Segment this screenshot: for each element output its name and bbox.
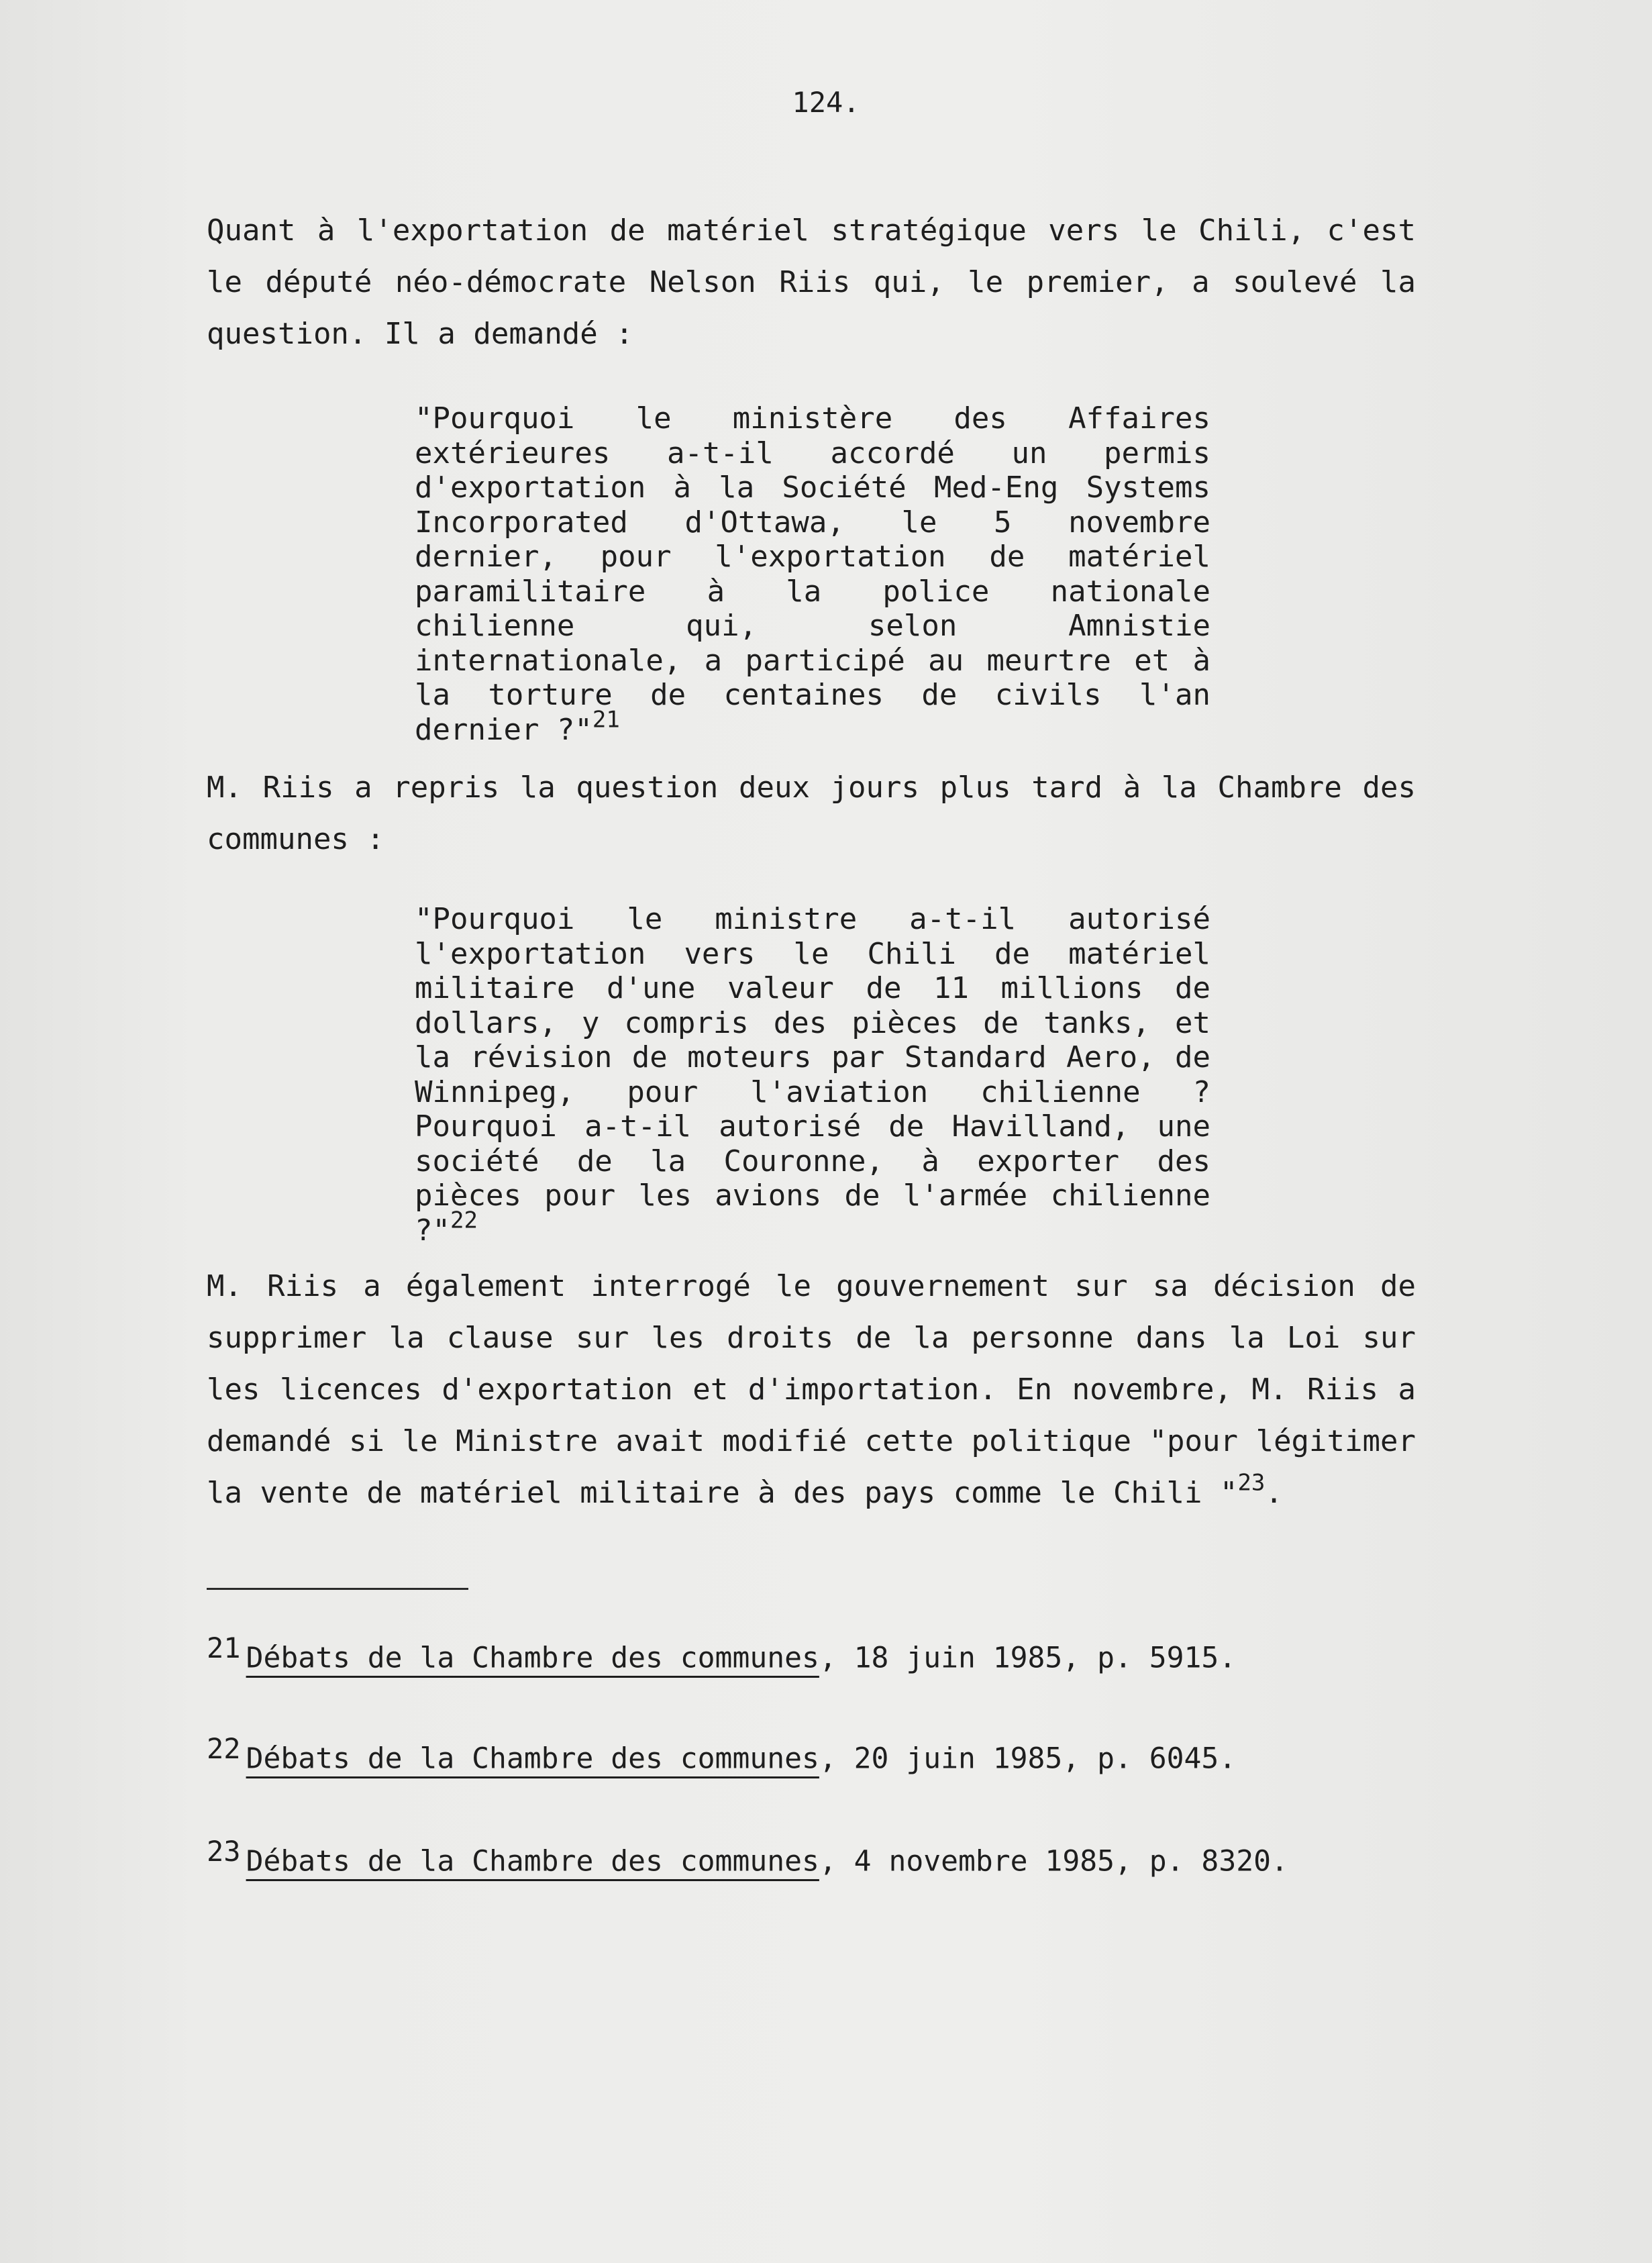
footnote-source: Débats de la Chambre des communes	[246, 1641, 819, 1675]
paragraph-1: Quant à l'exportation de matériel stratégique vers le Chili, c'est le député néo-démocrate Nelson Riis qui, le premier, a soulevé la question. Il a demandé :	[207, 213, 1416, 351]
paragraph-3-end: .	[1265, 1476, 1283, 1510]
footnote-ref-21: 21	[592, 705, 620, 733]
footnote-number: 22	[207, 1732, 241, 1765]
footnote-number: 23	[207, 1835, 241, 1868]
footnote-source: Débats de la Chambre des communes	[246, 1844, 819, 1878]
block-quote-2	[415, 902, 1210, 1248]
paragraph-3	[207, 1260, 1416, 1519]
paragraph-2: M. Riis a repris la question deux jours plus tard à la Chambre des communes :	[207, 770, 1416, 856]
footnote-ref-23: 23	[1237, 1469, 1266, 1497]
footnote-number: 21	[207, 1631, 241, 1664]
footnote-detail: , 4 novembre 1985, p. 8320.	[819, 1844, 1288, 1878]
footnote-ref-22: 22	[450, 1206, 478, 1234]
block-quote-1	[415, 401, 1210, 747]
footnote-separator	[207, 1588, 468, 1590]
footnote-source: Débats de la Chambre des communes	[246, 1742, 819, 1776]
footnote-detail: , 20 juin 1985, p. 6045.	[819, 1742, 1237, 1776]
footnote-detail: , 18 juin 1985, p. 5915.	[819, 1641, 1237, 1675]
footnote-23	[207, 1834, 1416, 1879]
page-number: 124.	[792, 86, 860, 119]
footnote-22	[207, 1731, 1416, 1776]
block-quote-1-text: "Pourquoi le ministère des Affaires extérieures a-t-il accordé un permis d'exportation à la Société Med-Eng Systems Incorporated d'Ottawa, le 5 novembre dernier, pour l'exportation de matériel paramilitaire à la police nationale chilienne qui, selon Amnistie internationale, a participé au meurtre et à la torture de centaines de civils l'an dernier ?"	[415, 401, 1210, 747]
paragraph-3-text: M. Riis a également interrogé le gouvernement sur sa décision de supprimer la clause sur les droits de la personne dans la Loi sur les licences d'exportation et d'importation. En novembre, M. Riis a demandé si le Ministre avait modifié cette politique "pour légitimer la vente de matériel militaire à des pays comme le Chili "	[207, 1269, 1416, 1510]
block-quote-2-text: "Pourquoi le ministre a-t-il autorisé l'exportation vers le Chili de matériel militaire d'une valeur de 11 millions de dollars, y compris des pièces de tanks, et la révision de moteurs par Standard Aero, de Winnipeg, pour l'aviation chilienne ? Pourquoi a-t-il autorisé de Havilland, une société de la Couronne, à exporter des pièces pour les avions de l'armée chilienne ?"	[415, 902, 1210, 1248]
footnote-21	[207, 1631, 1416, 1676]
